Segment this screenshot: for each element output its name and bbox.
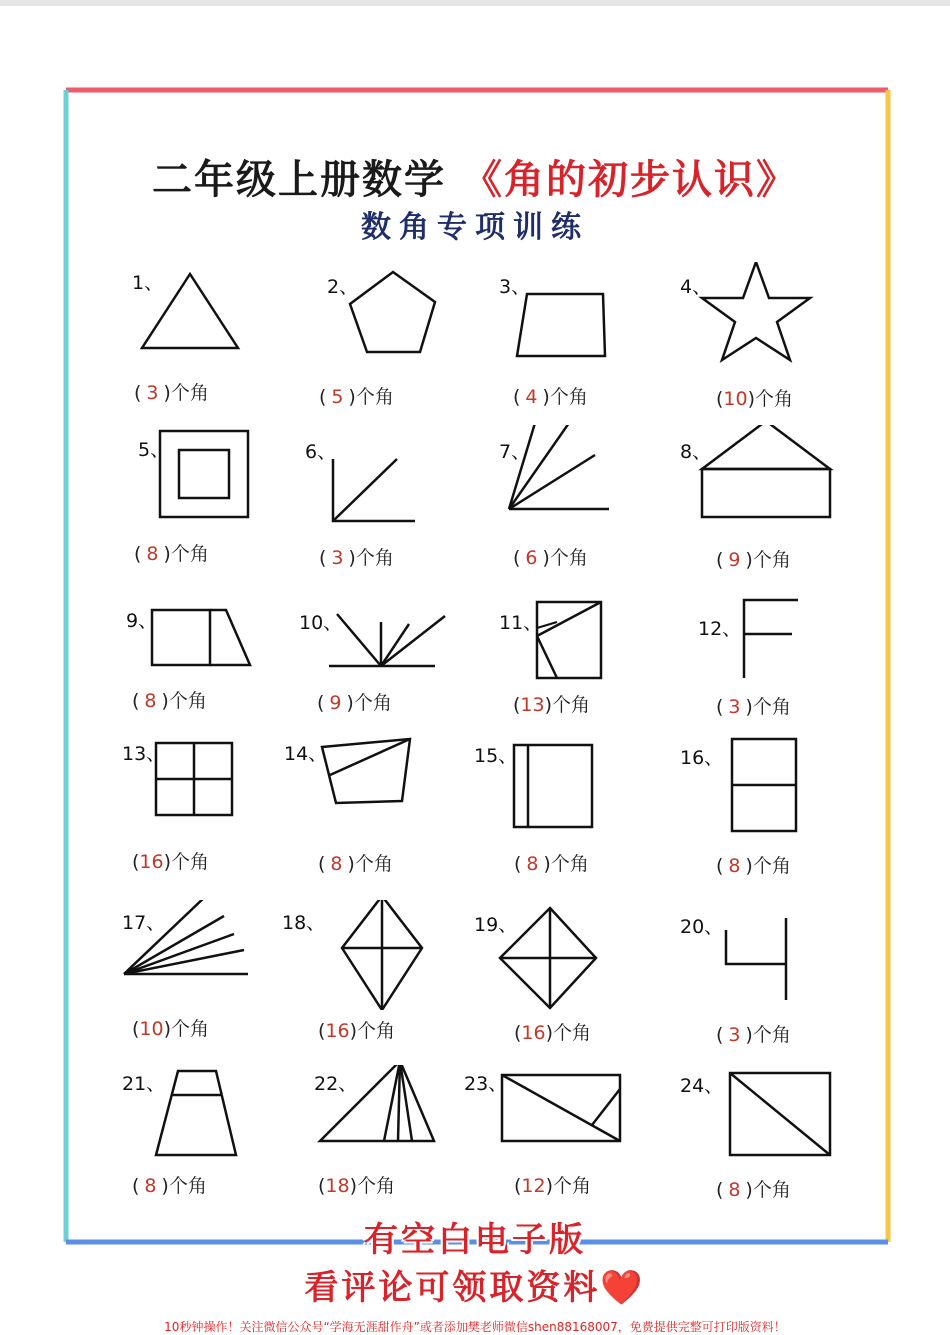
- answer-blank: (10)个角: [716, 388, 794, 410]
- problem-18: [280, 900, 480, 1060]
- split-triangle-figure: [280, 1065, 480, 1175]
- answer-blank: (16)个角: [318, 1020, 396, 1042]
- answer-value: 8: [146, 543, 159, 565]
- answer-value: 8: [330, 853, 343, 875]
- problem-14: [280, 735, 480, 895]
- answer-unit: 个角: [171, 1018, 210, 1040]
- problem-3: [495, 262, 695, 422]
- problem-number: 17、: [122, 912, 166, 934]
- answer-blank: (10)个角: [132, 1018, 210, 1040]
- answer-unit: 个角: [355, 547, 394, 569]
- answer-unit: 个角: [553, 1022, 592, 1044]
- answer-blank: ( 9 )个角: [317, 692, 392, 714]
- problem-number: 23、: [464, 1073, 508, 1095]
- answer-blank: ( 3 )个角: [716, 696, 791, 718]
- answer-blank: ( 9 )个角: [716, 549, 791, 571]
- answer-value: 10: [723, 388, 748, 410]
- answer-blank: ( 3 )个角: [134, 382, 209, 404]
- problem-23: [460, 1065, 660, 1225]
- answer-value: 10: [139, 1018, 164, 1040]
- problem-number: 15、: [474, 745, 518, 767]
- heart-icon: ❤️: [600, 1268, 646, 1308]
- problem-number: 18、: [282, 912, 326, 934]
- problem-15: [470, 735, 670, 895]
- problem-11: [495, 598, 695, 758]
- answer-unit: 个角: [357, 1020, 396, 1042]
- title-topic: 《角的初步认识》: [461, 157, 798, 203]
- problem-6: [305, 425, 505, 585]
- answer-value: 16: [139, 851, 164, 873]
- problem-16: [680, 735, 880, 895]
- answer-value: 8: [144, 1175, 157, 1197]
- title-grade: 二年级上册数学: [152, 157, 447, 203]
- problem-10: [295, 598, 495, 758]
- problem-number: 1、: [132, 272, 164, 294]
- answer-value: 6: [525, 547, 538, 569]
- answer-value: 8: [728, 1179, 741, 1201]
- problem-number: 6、: [305, 441, 337, 463]
- answer-blank: (16)个角: [514, 1022, 592, 1044]
- problem-20: [680, 900, 880, 1060]
- answer-unit: 个角: [549, 547, 588, 569]
- answer-unit: 个角: [752, 855, 791, 877]
- problem-7: [495, 425, 695, 585]
- answer-blank: ( 8 )个角: [134, 543, 209, 565]
- page-subtitle: 数角专项训练: [361, 210, 589, 245]
- answer-value: 12: [521, 1175, 546, 1197]
- answer-unit: 个角: [549, 386, 588, 408]
- answer-unit: 个角: [353, 692, 392, 714]
- problem-number: 5、: [138, 439, 170, 461]
- answer-unit: 个角: [170, 543, 209, 565]
- problem-number: 3、: [499, 276, 531, 298]
- problem-number: 9、: [126, 610, 158, 632]
- problem-number: 19、: [474, 914, 518, 936]
- answer-unit: 个角: [355, 386, 394, 408]
- problem-number: 4、: [680, 276, 712, 298]
- problem-number: 13、: [122, 743, 166, 765]
- rays-figure: [495, 425, 695, 535]
- angle-figure: [305, 425, 505, 535]
- problem-number: 16、: [680, 747, 724, 769]
- problem-9: [110, 598, 310, 758]
- page-title: [0, 148, 950, 205]
- answer-value: 3: [728, 696, 741, 718]
- triangle-figure: [110, 262, 310, 372]
- problem-12: [680, 598, 880, 758]
- quadrilateral-diagonal-figure: [280, 735, 480, 845]
- answer-blank: (18)个角: [318, 1175, 396, 1197]
- answer-value: 8: [526, 853, 539, 875]
- answer-unit: 个角: [752, 696, 791, 718]
- answer-blank: ( 8 )个角: [716, 855, 791, 877]
- answer-blank: (16)个角: [132, 851, 210, 873]
- answer-value: 18: [325, 1175, 350, 1197]
- answer-unit: 个角: [752, 1179, 791, 1201]
- rectangle-diagonal-figure: [680, 1065, 880, 1175]
- star-figure: [680, 262, 880, 372]
- answer-blank: ( 5 )个角: [319, 386, 394, 408]
- answer-value: 13: [520, 694, 545, 716]
- problem-number: 14、: [284, 743, 328, 765]
- answer-blank: (12)个角: [514, 1175, 592, 1197]
- problem-number: 2、: [327, 276, 359, 298]
- promo-line-2: [0, 1260, 950, 1309]
- problem-5: [110, 425, 310, 585]
- kite-figure: [280, 900, 480, 1010]
- problem-4: [680, 262, 880, 422]
- answer-blank: ( 4 )个角: [513, 386, 588, 408]
- answer-blank: ( 8 )个角: [318, 853, 393, 875]
- answer-value: 4: [525, 386, 538, 408]
- problem-number: 21、: [122, 1073, 166, 1095]
- answer-unit: 个角: [755, 388, 794, 410]
- problem-number: 8、: [680, 441, 712, 463]
- nested-squares-figure: [110, 425, 310, 535]
- rhombus-figure: [470, 900, 670, 1010]
- promo-line-1: 有空白电子版: [364, 1220, 586, 1260]
- answer-value: 3: [331, 547, 344, 569]
- problem-2: [305, 262, 505, 422]
- answer-value: 9: [329, 692, 342, 714]
- answer-blank: ( 8 )个角: [132, 690, 207, 712]
- answer-unit: 个角: [550, 853, 589, 875]
- answer-unit: 个角: [357, 1175, 396, 1197]
- answer-blank: ( 8 )个角: [716, 1179, 791, 1201]
- answer-value: 8: [728, 855, 741, 877]
- answer-unit: 个角: [168, 1175, 207, 1197]
- rectangle-with-lines-figure: [460, 1065, 660, 1175]
- problem-1: [110, 262, 310, 422]
- answer-blank: ( 6 )个角: [513, 547, 588, 569]
- answer-value: 3: [146, 382, 159, 404]
- problem-number: 11、: [499, 612, 543, 634]
- problem-19: [470, 900, 670, 1060]
- answer-value: 8: [144, 690, 157, 712]
- answer-blank: ( 8 )个角: [132, 1175, 207, 1197]
- house-figure: [680, 425, 880, 535]
- problem-number: 22、: [314, 1073, 358, 1095]
- problem-8: [680, 425, 880, 585]
- answer-unit: 个角: [752, 1024, 791, 1046]
- answer-unit: 个角: [168, 690, 207, 712]
- answer-blank: ( 3 )个角: [716, 1024, 791, 1046]
- answer-blank: (13)个角: [513, 694, 591, 716]
- answer-unit: 个角: [354, 853, 393, 875]
- answer-blank: ( 8 )个角: [514, 853, 589, 875]
- problem-22: [280, 1065, 480, 1225]
- trapezoid-figure: [495, 262, 695, 372]
- problem-number: 7、: [499, 441, 531, 463]
- problem-24: [680, 1065, 880, 1225]
- promo-text: 看评论可领取资料: [304, 1268, 601, 1308]
- answer-value: 16: [325, 1020, 350, 1042]
- answer-value: 16: [521, 1022, 546, 1044]
- answer-unit: 个角: [552, 694, 591, 716]
- square-with-strip-figure: [470, 735, 670, 845]
- answer-value: 5: [331, 386, 344, 408]
- footer-notice: 10秒钟操作！关注微信公众号“学海无涯甜作舟”或者添加樊老师微信shen88168007，免费提供完整可打印版资料！: [164, 1320, 786, 1334]
- answer-unit: 个角: [752, 549, 791, 571]
- h-shape-figure: [680, 900, 880, 1010]
- answer-value: 9: [728, 549, 741, 571]
- pentagon-figure: [305, 262, 505, 372]
- problem-number: 12、: [698, 618, 742, 640]
- problem-number: 10、: [299, 612, 343, 634]
- problem-number: 24、: [680, 1075, 724, 1097]
- answer-unit: 个角: [170, 382, 209, 404]
- answer-unit: 个角: [553, 1175, 592, 1197]
- answer-blank: ( 3 )个角: [319, 547, 394, 569]
- answer-value: 3: [728, 1024, 741, 1046]
- answer-unit: 个角: [171, 851, 210, 873]
- problem-number: 20、: [680, 916, 724, 938]
- stacked-rectangles-figure: [680, 735, 880, 845]
